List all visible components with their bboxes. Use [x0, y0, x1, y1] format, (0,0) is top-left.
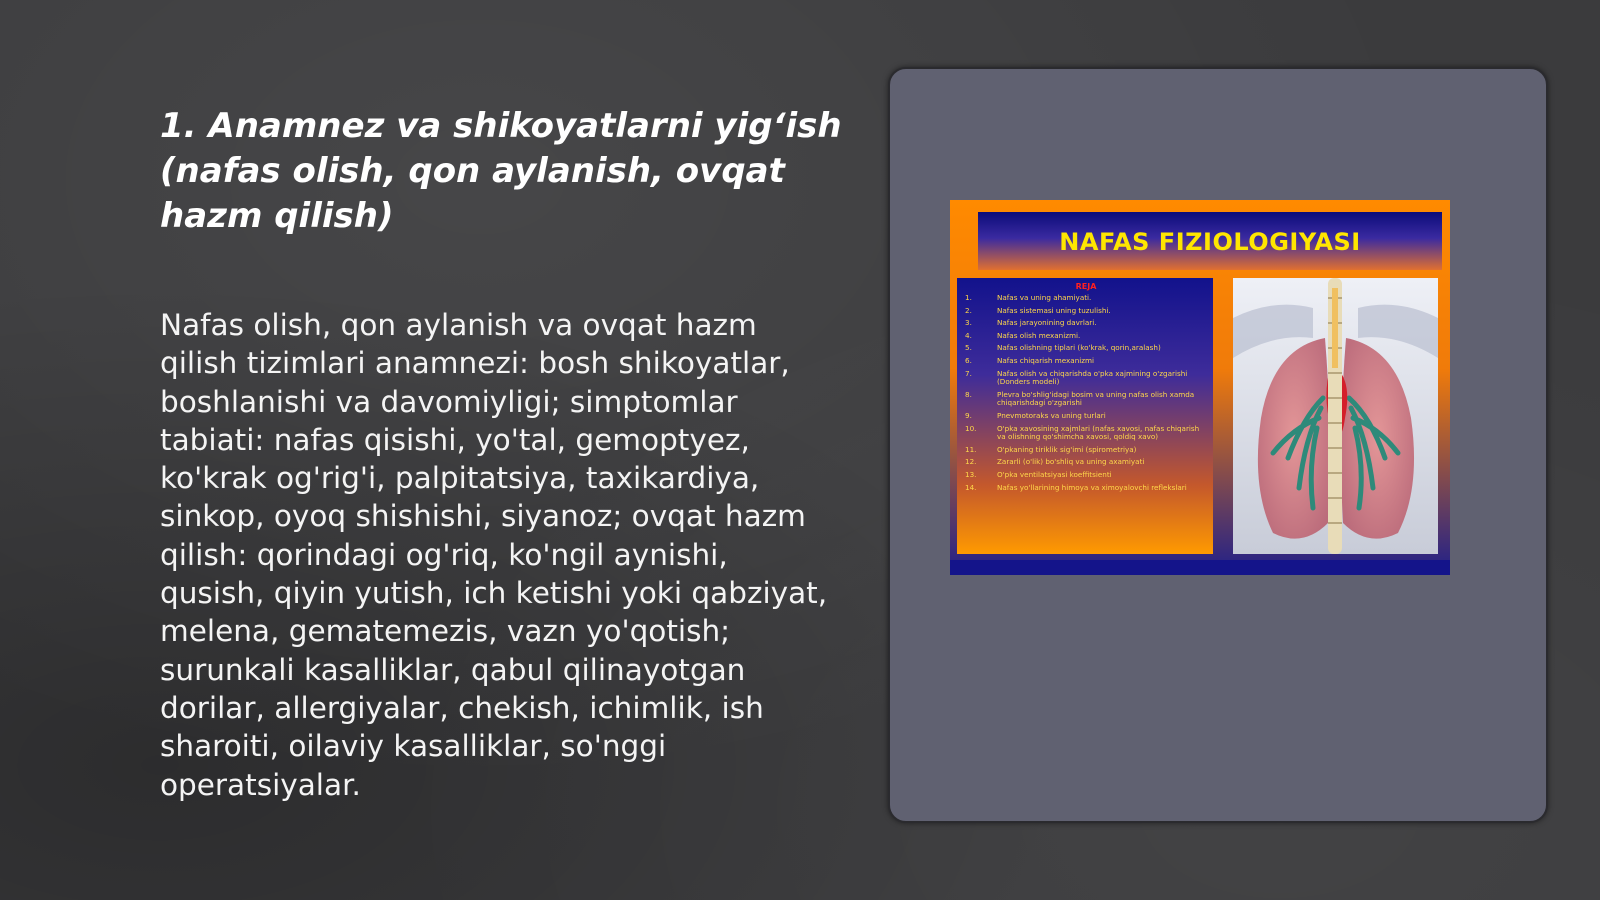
plan-item-text: Nafas olish va chiqarishda o'pka xajmining o'zgarishi (Donders modeli)	[997, 368, 1188, 387]
plan-item-number: 8.	[965, 389, 972, 399]
plan-item	[965, 357, 1207, 366]
plan-item	[965, 294, 1207, 303]
plan-item	[965, 319, 1207, 328]
plan-item	[965, 332, 1207, 341]
plan-item	[965, 412, 1207, 421]
plan-item-number: 2.	[965, 305, 972, 315]
embedded-plan-panel	[957, 278, 1213, 554]
plan-item	[965, 370, 1207, 387]
embedded-plan-heading: REJA	[1075, 282, 1097, 291]
plan-item	[965, 425, 1207, 442]
lung-anatomy-svg	[1233, 278, 1438, 554]
plan-item-text: Nafas olishning tiplari (ko'krak, qorin,aralash)	[997, 343, 1161, 353]
lung-anatomy-illustration	[1233, 278, 1438, 554]
plan-item-text: O'pka ventilatsiyasi koeffitsienti	[997, 469, 1112, 479]
plan-item-text: Nafas va uning ahamiyati.	[997, 293, 1092, 302]
embedded-slide-image	[950, 200, 1450, 575]
plan-item-number: 14.	[965, 482, 977, 492]
plan-item	[965, 484, 1207, 493]
plan-item-text: Nafas olish mexanizmi.	[997, 330, 1081, 340]
plan-item-text: Nafas chiqarish mexanizmi	[997, 355, 1095, 365]
plan-item-text: Nafas sistemasi uning tuzulishi.	[997, 305, 1111, 315]
plan-item	[965, 391, 1207, 408]
plan-item	[965, 446, 1207, 455]
plan-item-text: Zararli (o'lik) bo'shliq va uning axamiyati	[997, 457, 1145, 467]
plan-item	[965, 344, 1207, 353]
plan-item-text: Pnevmotoraks va uning turlari	[997, 410, 1106, 420]
embedded-slide-title: NAFAS FIZIOLOGIYASI	[1059, 228, 1361, 256]
plan-item	[965, 307, 1207, 316]
plan-item-number: 3.	[965, 318, 972, 328]
plan-item-number: 5.	[965, 343, 972, 353]
plan-item-text: O'pka xavosining xajmlari (nafas xavosi, nafas chiqarish va olishning qo'shimcha xavosi, qoldiq xavo)	[997, 423, 1200, 442]
plan-item-number: 11.	[965, 444, 977, 454]
plan-item-text: Nafas jarayonining davrlari.	[997, 318, 1097, 328]
plan-item-number: 10.	[965, 423, 977, 433]
embedded-plan-list	[965, 294, 1207, 492]
plan-item-text: Nafas yo'llarining himoya va ximoyalovchi reflekslari	[997, 482, 1187, 492]
plan-item	[965, 471, 1207, 480]
plan-item-number: 13.	[965, 469, 977, 479]
plan-item-text: Plevra bo'shlig'idagi bosim va uning nafas olish xamda chiqarishdagi o'zgarishi	[997, 389, 1195, 408]
plan-item-number: 4.	[965, 330, 972, 340]
plan-item	[965, 458, 1207, 467]
plan-item-number: 9.	[965, 410, 972, 420]
plan-item-number: 7.	[965, 368, 972, 378]
plan-item-number: 12.	[965, 457, 977, 467]
slide-title: 1. Anamnez va shikoyatlarni yig‘ish (nafas olish, qon aylanish, ovqat hazm qilish)	[160, 106, 842, 236]
plan-item-number: 6.	[965, 355, 972, 365]
embedded-bottom-strip	[950, 560, 1450, 575]
plan-item-number: 1.	[965, 293, 972, 302]
slide-body-text: Nafas olish, qon aylanish va ovqat hazm qilish tizimlari anamnezi: bosh shikoyatlar, boshlanishi va davomiyligi; simptomlar tabiati: nafas qisishi, yo'tal, gemoptyez, ko'krak og'rig'i, palpitatsiya, taxikardiya, sinkop, oyoq shishishi, siyanoz; ovqat hazm qilish: qorindagi og'riq, ko'ngil aynishi, qusish, qiyin yutish, ich ketishi yoki qabziyat, melena, gematemezis, vazn yo'qotish; surunkali kasalliklar, qabul qilinayotgan dorilar, allergiyalar, chekish, ichimlik, ish sharoiti, oilaviy kasalliklar, so'nggi operatsiyalar.	[160, 308, 828, 802]
plan-item-text: O'pkaning tiriklik sig'imi (spirometriya)	[997, 444, 1137, 454]
